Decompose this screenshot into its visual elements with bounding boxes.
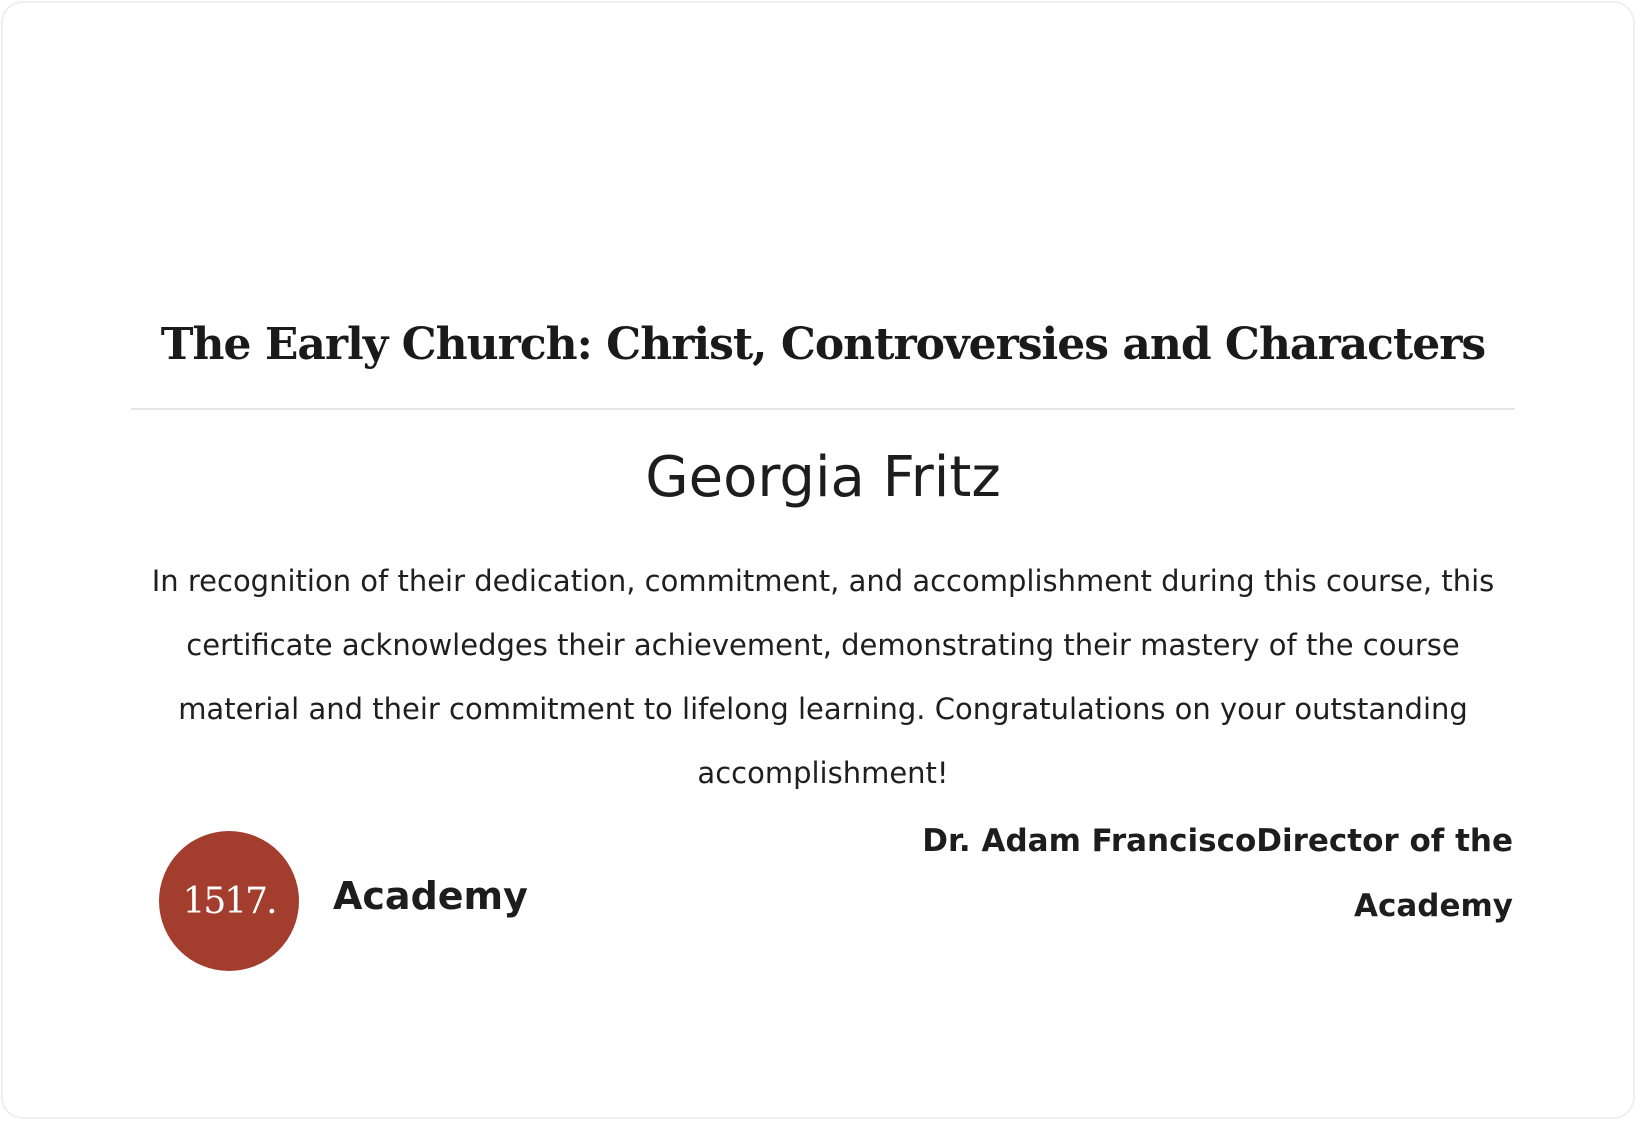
recognition-text: In recognition of their dedication, commitment, and accomplishment during this course, this certificate acknowledges their achievement, demonstrating their mastery of the course material and their commitment to lifelong learning. Congratulations on your outstanding accomplishment! — [151, 564, 1495, 790]
recipient-name: Georgia Fritz — [645, 445, 1001, 510]
course-title: The Early Church: Christ, Controversies and Characters — [160, 319, 1486, 370]
divider — [131, 408, 1515, 410]
academy-logo-seal — [159, 831, 299, 971]
certificate-card — [1, 1, 1635, 1119]
signatory: Dr. Adam FranciscoDirector of the Academy — [922, 823, 1513, 924]
academy-label: Academy — [333, 874, 528, 918]
logo-seal-text: 1517. — [182, 880, 276, 922]
